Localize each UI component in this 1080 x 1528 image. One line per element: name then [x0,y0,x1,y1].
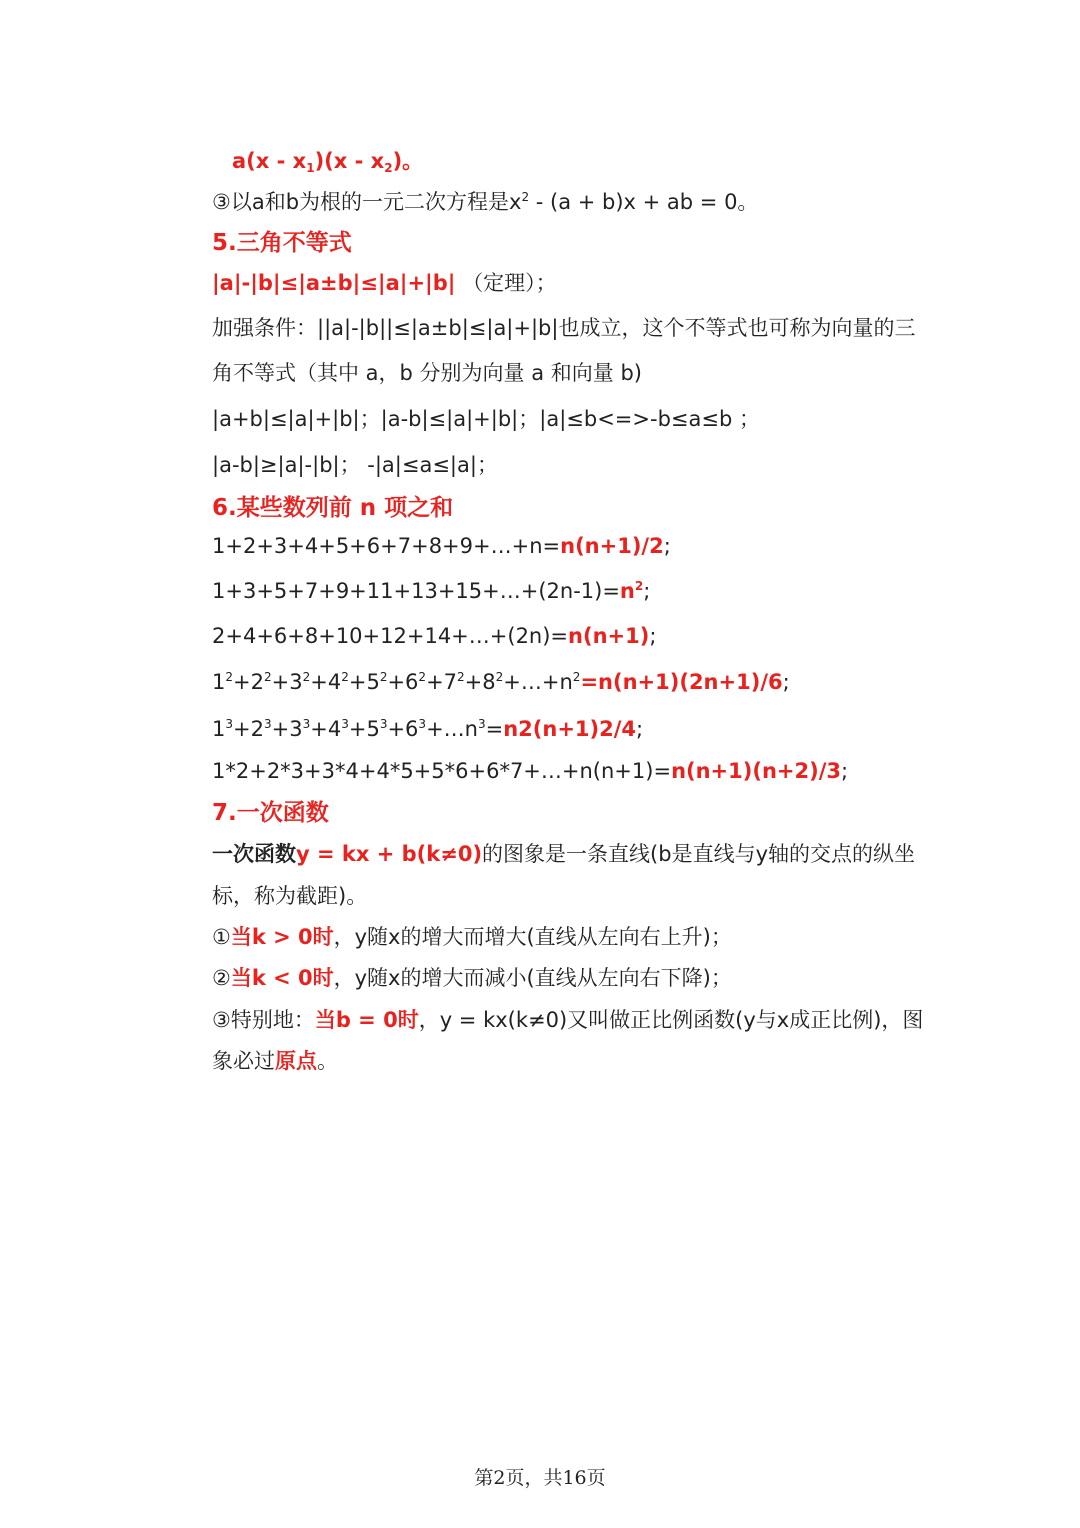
inequality-line4: |a-b|≥|a|-|b|； -|a|≤a≤|a|； [212,453,498,477]
inequality-line3: |a+b|≤|a|+|b|；|a-b|≤|a|+|b|；|a|≤b<=>-b≤a≤b ； [212,407,760,431]
section-5-heading: 5.三角不等式 [212,230,352,256]
case-k-negative: ②当k < 0时，y随x的增大而减小(直线从左向右下降)； [212,966,732,990]
case-b-zero: ③特别地：当b = 0时，y = kx(k≠0)又叫做正比例函数(y与x成正比例)，图 [212,1008,924,1032]
strengthen-condition-line2: 角不等式（其中 a，b 分别为向量 a 和向量 b) [212,361,642,385]
sum-formula-3: 2+4+6+8+10+12+14+…+(2n)=n(n+1); [212,624,657,648]
quadratic-roots-line: ③以a和b为根的一元二次方程是$x^2 - (a + b)x$ + ab = 0。 [212,190,759,214]
section-6-heading: 6.某些数列前 n 项之和 [212,495,454,521]
linear-function-definition: 一次函数y = kx + b(k≠0)的图象是一条直线(b是直线与y轴的交点的纵坐 [212,842,915,866]
page-number-footer: 第2页，共16页 [474,1467,606,1489]
section-7-heading: 7.一次函数 [212,800,329,826]
sum-formula-6: 1*2+2*3+3*4+4*5+5*6+6*7+…+n(n+1)=n(n+1)(n+2)/3; [212,759,849,783]
case-b-zero-line2: 象必过原点。 [212,1049,338,1073]
case-k-positive: ①当k > 0时，y随x的增大而增大(直线从左向右上升)； [212,925,732,949]
sum-formula-4: $1^2+2^2+3^2+4^2+5^2+6^2+7^2+8^2+\dots+n^2=n(n+1)(2n+1)/6$; [212,670,790,694]
strengthen-condition-line1: 加强条件：||a|-|b||≤|a±b|≤|a|+|b|也成立，这个不等式也可称为向量的三 [212,316,916,340]
factored-form-formula: $a(x - x_1)(x - x_2)$。 [232,149,424,175]
sum-formula-2: $1+3+5+7+9+11+13+15+\dots+(2n-1)=n^2$; [212,579,651,603]
sum-formula-1: 1+2+3+4+5+6+7+8+9+…+n=n(n+1)/2; [212,534,671,558]
triangle-inequality-theorem: |a|-|b|≤|a±b|≤|a|+|b| （定理）； [212,271,557,295]
linear-function-definition-line2: 标，称为截距)。 [212,884,368,908]
sum-formula-5: $1^3+2^3+3^3+4^3+5^3+6^3+\dots n^3=n2(n+1)2/4$; [212,717,644,741]
